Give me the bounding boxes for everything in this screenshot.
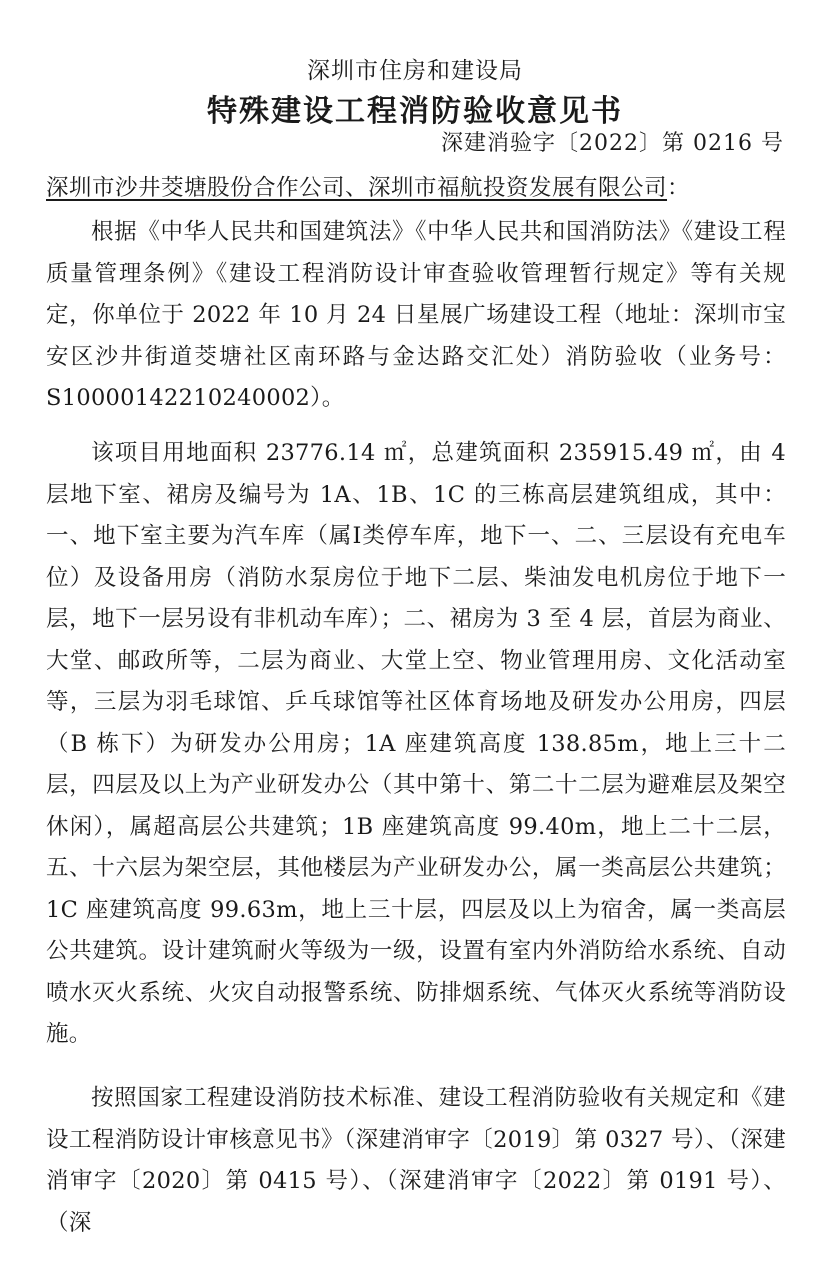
- addressee-name: 深圳市沙井茭塘股份合作公司、深圳市福航投资发展有限公司: [46, 175, 668, 201]
- addressee-colon: ：: [667, 175, 691, 201]
- paragraph-review-basis: 按照国家工程建设消防技术标准、建设工程消防验收有关规定和《建设工程消防设计审核意见书》（深建消审字〔2019〕第 0327 号）、（深建消审字〔2020〕第 0415 号）、（深建消审字〔2022〕第 0191 号）、（深: [46, 1085, 786, 1236]
- addressee-line: [46, 170, 690, 202]
- paragraph-legal-basis: 根据《中华人民共和国建筑法》《中华人民共和国消防法》《建设工程质量管理条例》《建设工程消防设计审查验收管理暂行规定》等有关规定，你单位于 2022 年 10 月 24 日星展广场建设工程（地址：深圳市宝安区沙井街道茭塘社区南环路与金达路交汇处）消防验收（业务号：S10000142210240002）。: [46, 219, 786, 411]
- document-number: 深建消验字〔2022〕第 0216 号: [441, 131, 784, 156]
- document-title: 特殊建设工程消防验收意见书: [207, 94, 623, 129]
- paragraph-project-overview: 该项目用地面积 23776.14 ㎡，总建筑面积 235915.49 ㎡，由 4 层地下室、裙房及编号为 1A、1B、1C 的三栋高层建筑组成，其中：一、地下室主要为汽车库（属Ⅰ类停车库，地下一、二、三层设有充电车位）及设备用房（消防水泵房位于地下二层、柴油发电机房位于地下一层，地下一层另设有非机动车库）；二、裙房为 3 至 4 层，首层为商业、大堂、邮政所等，二层为商业、大堂上空、物业管理用房、文化活动室等，三层为羽毛球馆、乒乓球馆等社区体育场地及研发办公用房，四层（B 栋下）为研发办公用房；1A 座建筑高度 138.85m，地上三十二层，四层及以上为产业研发办公（其中第十、第二十二层为避难层及架空休闲），属超高层公共建筑；1B 座建筑高度 99.40m，地上二十二层，五、十六层为架空层，其他楼层为产业研发办公，属一类高层公共建筑；1C 座建筑高度 99.63m，地上三十层，四层及以上为宿舍，属一类高层公共建筑。设计建筑耐火等级为一级，设置有室内外消防给水系统、自动喷水灭火系统、火灾自动报警系统、防排烟系统、气体灭火系统等消防设施。: [46, 440, 786, 1047]
- issuing-organization: 深圳市住房和建设局: [307, 58, 523, 84]
